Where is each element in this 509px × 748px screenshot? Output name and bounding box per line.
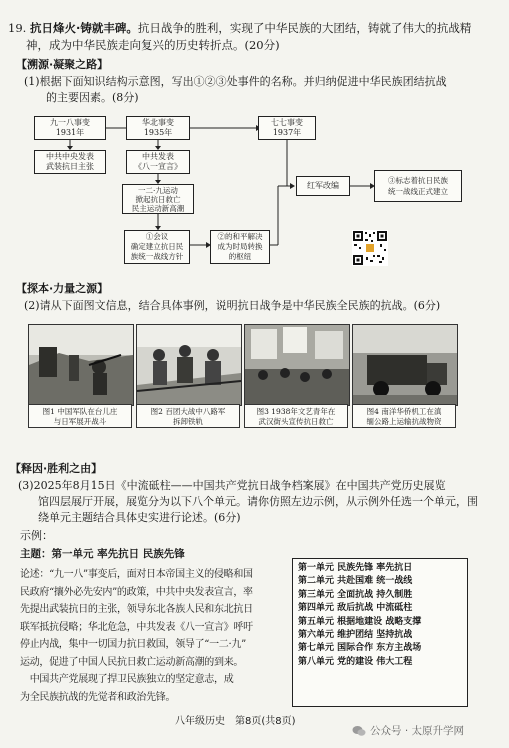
question-intro-line1: 抗日战争的胜利，实现了中华民族的大团结，铸就了伟大的抗战精 bbox=[137, 21, 472, 35]
section3-title: 【释因·胜利之由】 bbox=[10, 462, 103, 475]
example-line: 论述：“九一八”事变后，面对日本帝国主义的侵略和国 bbox=[20, 569, 253, 580]
photo-hundred-regiments-image bbox=[137, 325, 241, 405]
node-77-incident: 七七事变 1937年 bbox=[258, 116, 316, 140]
node-ccp-armed-resistance: 中共中央发表 武装抗日主张 bbox=[34, 150, 106, 174]
photo-taierzhuang bbox=[28, 324, 134, 406]
photo-taierzhuang-image bbox=[29, 325, 133, 405]
photo-wuhan-youth bbox=[244, 324, 350, 406]
example-body bbox=[20, 566, 288, 706]
example-line: 先提出武装抗日的主张，领导东北各族人民和东北抗日 bbox=[20, 604, 253, 615]
section1-title: 【溯源·凝聚之路】 bbox=[16, 58, 109, 71]
caption-photo-1: 图1 中国军队在台儿庄 与日军展开战斗 bbox=[28, 404, 132, 428]
unit-item: 第一单元 民族先锋 率先抗日 bbox=[298, 563, 413, 573]
page-footer: 八年级历史 第8页(共8页) bbox=[175, 716, 296, 727]
section1-q-line2: 的主要因素。(8分) bbox=[46, 91, 139, 104]
node-red-army-reorganization: 红军改编 bbox=[296, 176, 350, 196]
example-line: 民政府“攘外必先安内”的政策，中共中央发表宣言，率 bbox=[20, 586, 253, 598]
section2-question: (2)请从下面图文信息，结合具体事例，说明抗日战争是中华民族全民族的抗战。(6分) bbox=[24, 299, 441, 312]
caption-photo-2: 图2 百团大战中八路军 拆卸铁轨 bbox=[136, 404, 240, 428]
unit-item: 第三单元 全面抗战 持久制胜 bbox=[298, 589, 413, 600]
example-line: 停止内战，集中一切国力抗日救国，领导了“一二·九” bbox=[20, 639, 246, 650]
example-line: 运动，促进了中国人民抗日救亡运动新高潮的到来。 bbox=[20, 656, 244, 668]
exhibition-units-box bbox=[292, 558, 468, 707]
photo-hundred-regiments bbox=[136, 324, 242, 406]
node-december-ninth-movement: 一二·九运动 掀起抗日救亡 民主运动新高潮 bbox=[122, 184, 194, 214]
section1-q-line1: (1)根据下面知识结构示意图，写出①②③处事件的名称。并归纳促进中华民族团结抗战 bbox=[24, 75, 447, 88]
unit-item: 第五单元 根据地建设 战略支撑 bbox=[298, 616, 422, 627]
question-number: 19. bbox=[8, 21, 27, 35]
photo-nanyang-drivers bbox=[352, 324, 458, 406]
unit-item: 第七单元 国际合作 东方主战场 bbox=[298, 643, 422, 654]
node-august-first-declaration: 中共发表 《八一宣言》 bbox=[126, 150, 190, 174]
section3-q-line3: 绕单元主题结合具体史实进行论述。(6分) bbox=[38, 511, 241, 524]
example-line: 联军抵抗侵略；华北危急，中共发表《八一宣言》呼吁 bbox=[20, 621, 253, 633]
example-label: 示例： bbox=[20, 529, 53, 542]
caption-photo-3: 图3 1938年文艺青年在 武汉街头宣传抗日救亡 bbox=[244, 404, 348, 428]
photo-nanyang-drivers-image bbox=[353, 325, 457, 405]
section3-q-line1: (3)2025年8月15日《中流砥柱——中国共产党抗日战争档案展》在中国共产党历史展览 bbox=[18, 479, 446, 492]
question-heading: 抗日烽火·铸就丰碑。 bbox=[29, 21, 138, 35]
node-huabei-incident: 华北事变 1935年 bbox=[126, 116, 190, 140]
example-line: 中国共产党展现了捍卫民族独立的坚定意志，成 bbox=[20, 674, 234, 685]
unit-item: 第二单元 共赴国难 统一战线 bbox=[298, 576, 413, 587]
unit-item: 第四单元 敌后抗战 中流砥柱 bbox=[298, 603, 413, 614]
caption-photo-4: 图4 南洋华侨机工在滇 缅公路上运输抗战物资 bbox=[352, 404, 456, 428]
question-intro-line2: 神，成为中华民族走向复兴的历史转折点。(20分) bbox=[26, 38, 280, 52]
node-blank-3: ③标志着抗日民族 统一战线正式建立 bbox=[374, 170, 462, 202]
wechat-icon bbox=[352, 725, 366, 737]
photo-wuhan-youth-image bbox=[245, 325, 349, 405]
node-blank-2: ②的和平解决 成为时局转换 的枢纽 bbox=[210, 230, 270, 264]
unit-item: 第六单元 维护团结 坚持抗战 bbox=[298, 630, 413, 641]
example-theme: 主题：第一单元 率先抗日 民族先锋 bbox=[20, 548, 185, 560]
unit-item: 第八单元 党的建设 伟大工程 bbox=[298, 656, 413, 667]
watermark-text: 公众号 · 太原升学网 bbox=[370, 725, 465, 737]
node-blank-1: ①会议 确定建立抗日民 族统一战线方针 bbox=[124, 230, 190, 264]
example-line: 为全民族抗战的先觉者和政治先锋。 bbox=[20, 691, 176, 703]
qr-code-icon bbox=[352, 230, 388, 266]
section2-title: 【探本·力量之源】 bbox=[16, 282, 109, 295]
section3-question bbox=[18, 478, 504, 526]
watermark bbox=[352, 723, 464, 738]
section3-q-line2: 馆四层展厅开展，展览分为以下八个单元。请你仿照左边示例，从示例外任选一个单元，围 bbox=[38, 495, 478, 508]
node-918-incident: 九一八事变 1931年 bbox=[34, 116, 106, 140]
